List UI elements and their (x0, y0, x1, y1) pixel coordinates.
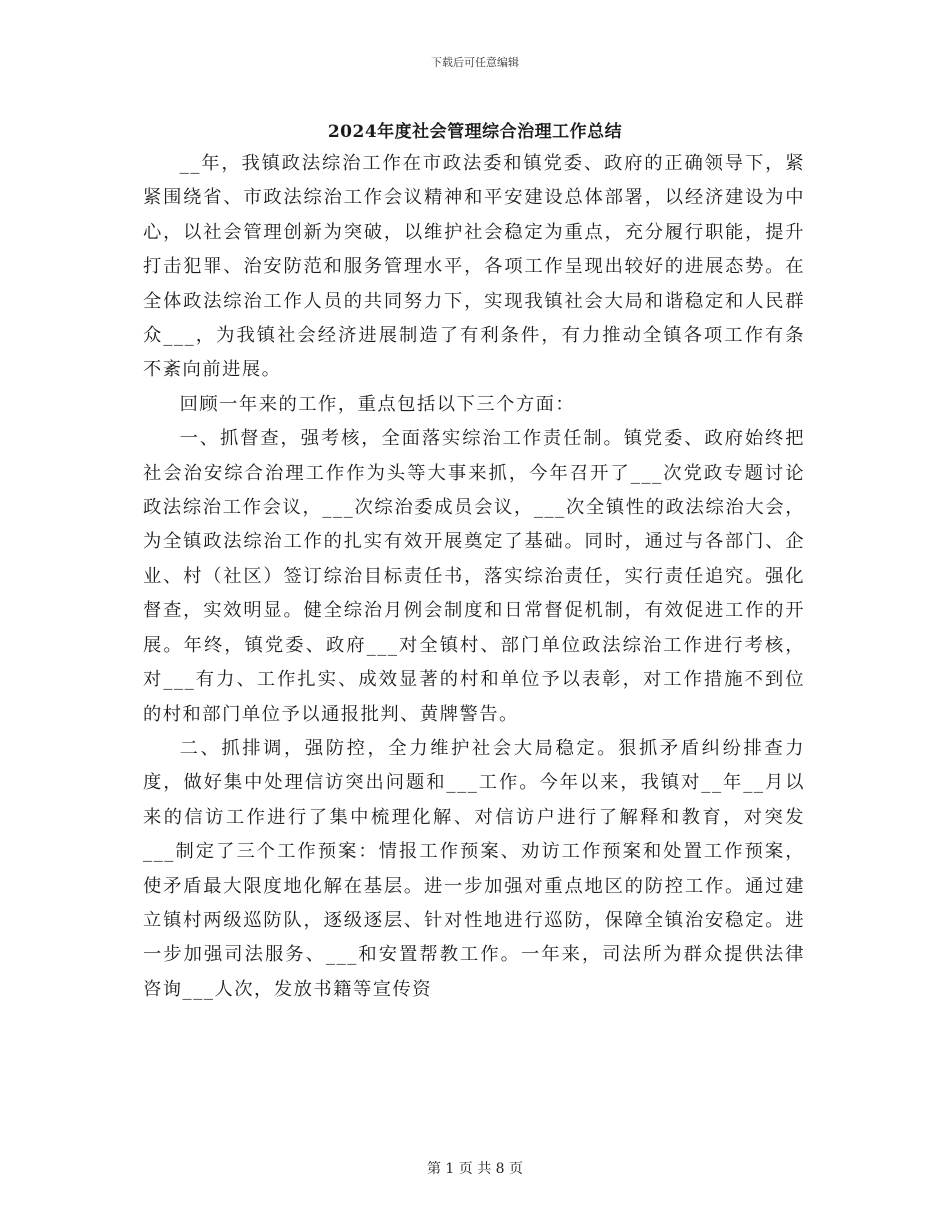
document-body (143, 147, 805, 1007)
page-number: 第 1 页 共 8 页 (426, 1161, 524, 1177)
paragraph-review: 回顾一年来的工作，重点包括以下三个方面： (179, 393, 576, 415)
paragraph-section-2: 二、抓排调，强防控，全力维护社会大局稳定。狠抓矛盾纠纷排查力度，做好集中处理信访突出问题和___工作。今年以来，我镇对__年__月以来的信访工作进行了集中梳理化解、对信访户进行了解释和教育，对突发___制定了三个工作预案：情报工作预案、劝访工作预案和处置工作预案，使矛盾最大限度地化解在基层。进一步加强对重点地区的防控工作。通过建立镇村两级巡防队，逐级逐层、针对性地进行巡防，保障全镇治安稳定。进一步加强司法服务、___和安置帮教工作。一年来，司法所为群众提供法律咨询___人次，发放书籍等宣传资 (143, 737, 805, 1000)
paragraph-intro: __年，我镇政法综治工作在市政法委和镇党委、政府的正确领导下，紧紧围绕省、市政法综治工作会议精神和平安建设总体部署，以经济建设为中心，以社会管理创新为突破，以维护社会稳定为重点，充分履行职能，提升打击犯罪、治安防范和服务管理水平，各项工作呈现出较好的进展态势。在全体政法综治工作人员的共同努力下，实现我镇社会大局和谐稳定和人民群众___，为我镇社会经济进展制造了有利条件，有力推动全镇各项工作有条不紊向前进展。 (143, 153, 805, 381)
paragraph-section-1: 一、抓督查，强考核，全面落实综治工作责任制。镇党委、政府始终把社会治安综合治理工作作为头等大事来抓，今年召开了___次党政专题讨论政法综治工作会议，___次综治委成员会议，___次全镇性的政法综治大会，为全镇政法综治工作的扎实有效开展奠定了基础。同时，通过与各部门、企业、村（社区）签订综治目标责任书，落实综治责任，实行责任追究。强化督查，实效明显。健全综治月例会制度和日常督促机制，有效促进工作的开展。年终，镇党委、政府___对全镇村、部门单位政法综治工作进行考核，对___有力、工作扎实、成效显著的村和单位予以表彰，对工作措施不到位的村和部门单位予以通报批判、黄牌警告。 (143, 428, 805, 725)
document-title: 2024年度社会管理综合治理工作总结 (327, 122, 623, 142)
download-note: 下载后可任意编辑 (431, 56, 519, 69)
